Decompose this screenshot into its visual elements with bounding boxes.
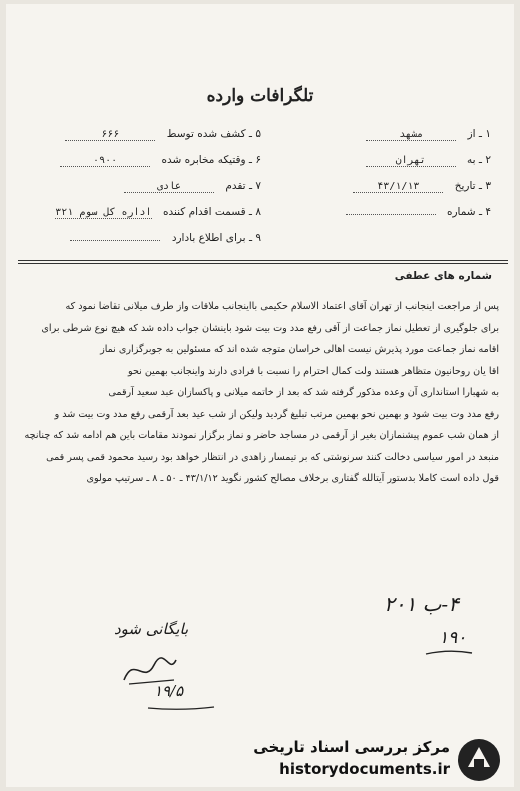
body-line: قول داده است کاملا بدستور آیتالله گفتاری برخلاف مصالح کشور نگوید ۴۳/۱/۱۲ ـ ۵۰ ـ ۸ ـ سرتیپ مولوی	[86, 473, 499, 484]
field-row	[46, 206, 491, 232]
body-line: اقا یان روحانیون متظاهر هستند ولت کمال احترام را نسبت با فرادی دارند واینجانب بهمین نحو	[127, 365, 499, 377]
field-label: ۸ ـ قسمت اقدام کننده	[162, 206, 261, 218]
field-row	[46, 180, 491, 206]
field-value: ۶۶۶	[65, 129, 155, 141]
field-value	[70, 240, 160, 241]
divider-line	[18, 260, 508, 261]
field-for-information	[46, 232, 261, 244]
watermark-url: historydocuments.ir	[279, 760, 450, 778]
document-title: تلگرافات وارده	[206, 86, 314, 106]
field-label: ۴ ـ شماره	[446, 206, 491, 218]
field-from	[276, 128, 491, 141]
field-priority	[46, 180, 261, 193]
field-number	[276, 206, 491, 218]
archive-watermark	[232, 735, 502, 787]
field-value	[346, 214, 436, 215]
field-decoded-by	[46, 128, 261, 141]
handwritten-note: بایگانی شود	[114, 620, 189, 638]
field-label: ۵ ـ کشف شده توسط	[166, 128, 261, 140]
divider-line	[18, 263, 508, 264]
field-date	[276, 180, 491, 193]
archive-logo-icon	[456, 737, 502, 783]
watermark-title: مرکز بررسی اسناد تاریخی	[253, 738, 450, 756]
field-action-department	[46, 206, 261, 219]
field-label: ۹ ـ برای اطلاع بادارد	[171, 232, 261, 244]
body-line: اقامه نماز جماعت مورد پذیرش نیست اهالی خراسان متوجه شده اند که مسئولین به جوبرگزاری نماز	[100, 344, 499, 355]
reference-numbers-heading: شماره های عطفی	[394, 270, 492, 282]
field-label: ۷ ـ تقدم	[225, 180, 261, 192]
field-value: تهران	[366, 155, 456, 167]
body-line: پس از مراجعت اینجانب از تهران آقای اعتماد الاسلام حکیمی بااینجانب ملاقات واز طرف میلانی تقاضا نمود که	[65, 301, 499, 312]
field-row	[46, 154, 491, 180]
body-line: از همان شب عموم پیشنمازان بغیر از آرقمی در مساجد حاضر و نماز برگزار نمودند مقامات باین هم ادامه شد که چنانچه	[24, 430, 499, 441]
handwritten-date: ۱۹/۵	[154, 682, 184, 700]
field-label: ۱ ـ از	[467, 128, 491, 140]
telegram-sheet	[6, 4, 514, 787]
body-line: رفع مدد وت بیت شود و بهمین نحو بهمین مرتب تبلیغ گردید ولیکن از شب عید بعد آرقمی رفع مدد وت بیت شد و	[54, 408, 499, 420]
field-sent-time	[46, 154, 261, 167]
field-row	[46, 232, 491, 258]
field-value: عادی	[124, 181, 214, 193]
telegram-fields	[46, 128, 491, 258]
handwritten-code: ۴-ب ۲۰۱	[384, 592, 459, 616]
field-label: ۳ ـ تاریخ	[454, 180, 491, 192]
handwritten-number: ۱۹۰	[439, 628, 467, 648]
body-line: برای جلوگیری از تعطیل نماز جماعت از آقی رفع مدد وت بیت شود باینشان جواب داده شد که هیچ نوع شرطی برای	[41, 322, 499, 334]
field-value: اداره کل سوم ۳۲۱	[55, 207, 152, 218]
underline-stroke	[424, 648, 474, 658]
field-label: ۲ ـ به	[467, 154, 491, 166]
field-value: ۰۹۰۰	[60, 155, 150, 167]
field-value: مشهد	[366, 129, 456, 141]
telegram-body	[24, 296, 499, 490]
field-to	[276, 154, 491, 167]
field-label: ۶ ـ وقتیکه مخابره شده	[161, 154, 261, 166]
body-line: به شهبارا استانداری آن وعده مذکور گرفته شد که بعد از خاتمه میلانی و پاکسازان عبد سعید آرقمی	[108, 387, 499, 398]
field-value: ۴۳/۱/۱۳	[353, 181, 443, 193]
underline-stroke	[146, 704, 216, 712]
field-row	[46, 128, 491, 154]
body-line: منبعد در امور سیاسی دخالت کنند سرنوشتی که بر تیمسار زاهدی در انتظار خواهد بود رسید محمود قمی پسر قمی	[46, 451, 499, 463]
